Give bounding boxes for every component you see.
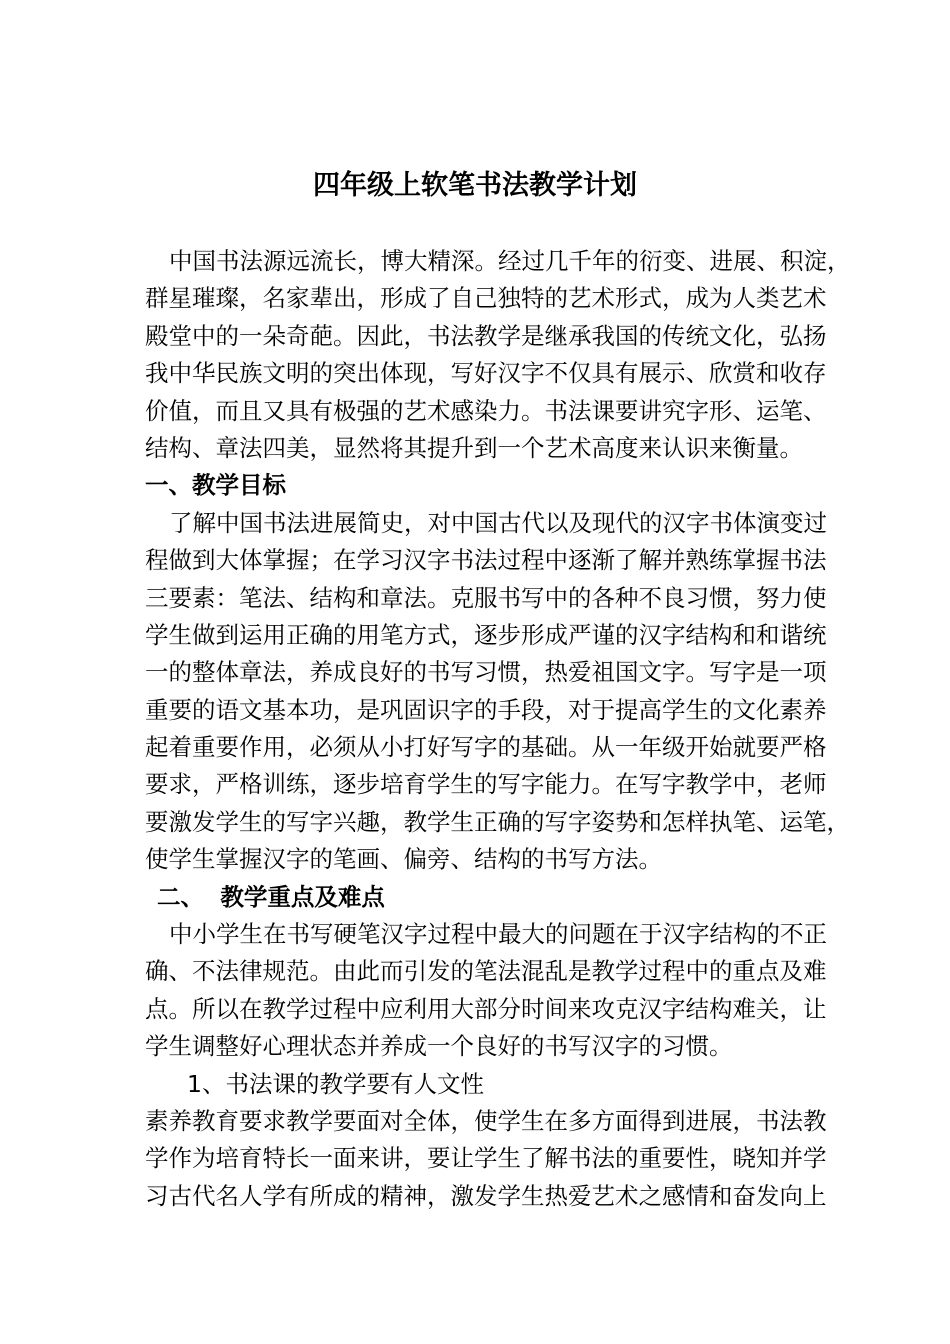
intro-line: 殿堂中的一朵奇葩。因此，书法教学是继承我国的传统文化，弘扬	[145, 321, 827, 350]
subsection-heading: 1、书法课的教学要有人文性	[187, 1069, 484, 1098]
section-heading-key-points: 二、 教学重点及难点	[157, 882, 385, 911]
section2-line: 学生调整好心理状态并养成一个良好的书写汉字的习惯。	[145, 1032, 733, 1061]
section1-line: 三要素：笔法、结构和章法。克服书写中的各种不良习惯，努力使	[145, 583, 827, 612]
section1-line: 了解中国书法进展简史，对中国古代以及现代的汉字书体演变过	[169, 508, 827, 537]
subsection-line: 素养教育要求教学要面对全体，使学生在多方面得到进展，书法教	[145, 1106, 827, 1135]
section-heading-objectives: 一、教学目标	[145, 471, 286, 500]
subsection-line: 学作为培育特长一面来讲，要让学生了解书法的重要性，晓知并学	[145, 1144, 827, 1173]
intro-line: 价值，而且又具有极强的艺术感染力。书法课要讲究字形、运笔、	[145, 396, 827, 425]
section1-line: 一的整体章法，养成良好的书写习惯，热爱祖国文字。写字是一项	[145, 658, 827, 687]
document-title: 四年级上软笔书法教学计划	[313, 170, 637, 201]
intro-line: 中国书法源远流长，博大精深。经过几千年的衍变、进展、积淀，	[169, 247, 851, 275]
section1-line: 起着重要作用，必须从小打好写字的基础。从一年级开始就要严格	[145, 733, 827, 762]
intro-line: 结构、章法四美，显然将其提升到一个艺术高度来认识来衡量。	[145, 433, 803, 462]
section1-line: 要激发学生的写字兴趣，教学生正确的写字姿势和怎样执笔、运笔，	[145, 807, 850, 836]
section2-line: 确、不法律规范。由此而引发的笔法混乱是教学过程中的重点及难	[145, 957, 827, 986]
intro-line: 我中华民族文明的突出体现，写好汉字不仅具有展示、欣赏和收存	[145, 359, 827, 388]
section1-line: 重要的语文基本功，是巩固识字的手段，对于提高学生的文化素养	[145, 695, 827, 724]
section2-line: 中小学生在书写硬笔汉字过程中最大的问题在于汉字结构的不正	[169, 920, 827, 949]
document-body	[145, 243, 851, 1215]
section1-line: 使学生掌握汉字的笔画、偏旁、结构的书写方法。	[145, 845, 662, 874]
section1-line: 要求，严格训练，逐步培育学生的写字能力。在写字教学中，老师	[145, 770, 827, 799]
section1-line: 学生做到运用正确的用笔方式，逐步形成严谨的汉字结构和和谐统	[145, 620, 827, 649]
subsection-line: 习古代名人学有所成的精神，激发学生热爱艺术之感情和奋发向上	[145, 1181, 827, 1210]
section1-line: 程做到大体掌握；在学习汉字书法过程中逐渐了解并熟练掌握书法	[145, 546, 827, 575]
section2-line: 点。所以在教学过程中应利用大部分时间来攻克汉字结构难关，让	[145, 994, 827, 1023]
intro-line: 群星璀璨，名家辈出，形成了自己独特的艺术形式，成为人类艺术	[145, 284, 827, 313]
